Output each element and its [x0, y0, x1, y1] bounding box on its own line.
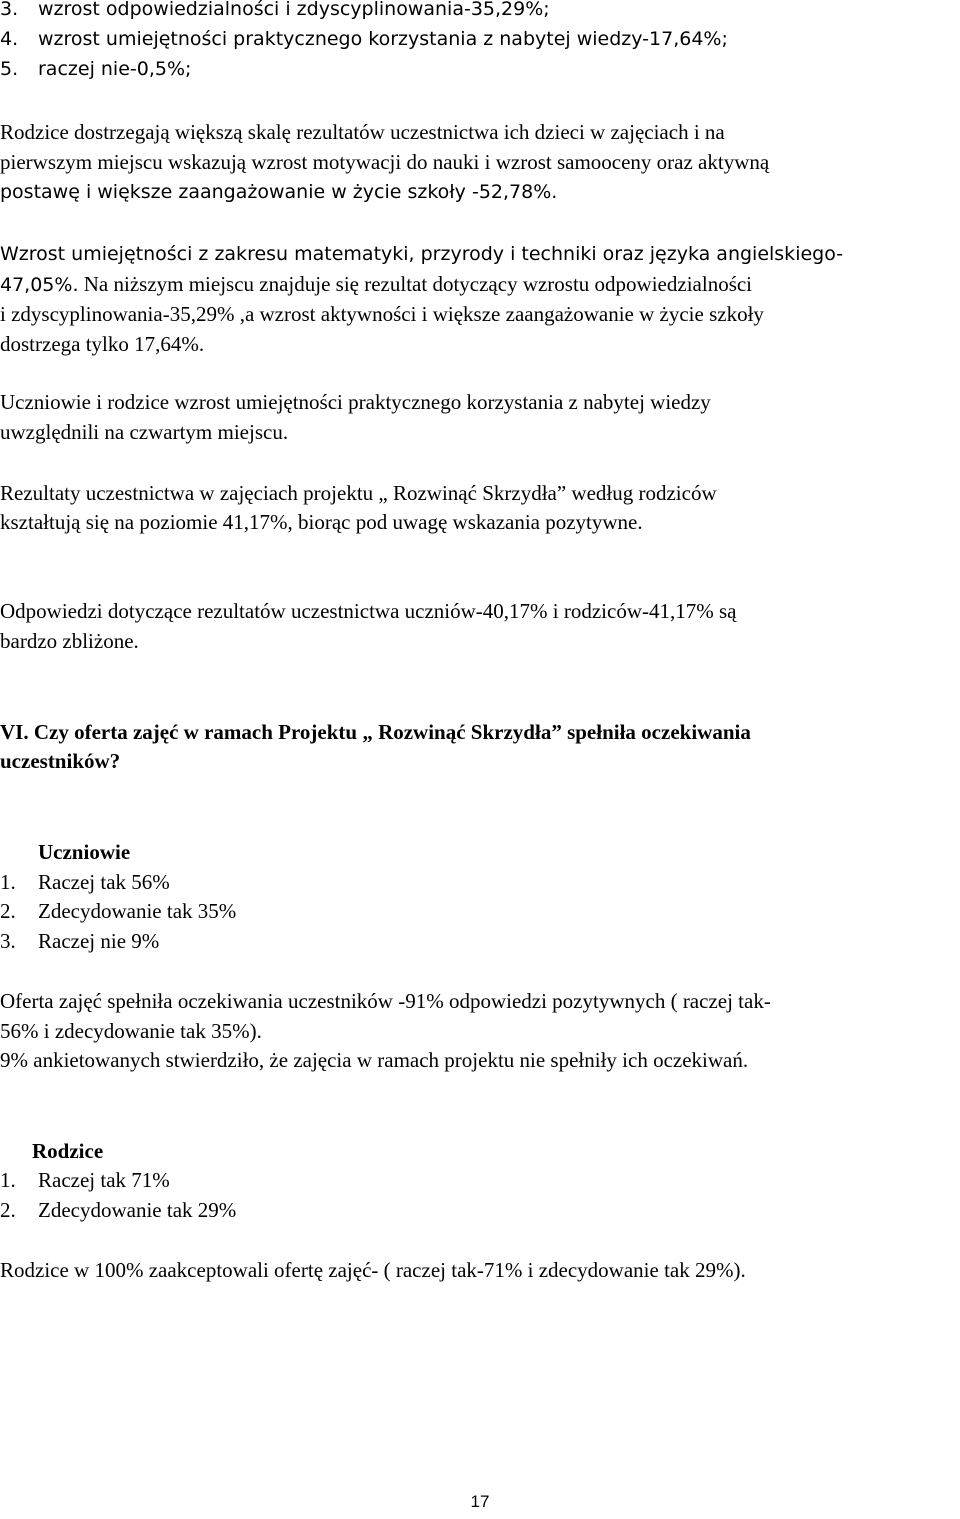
- paragraph-line: i zdyscyplinowania-35,29% ,a wzrost aktywności i większe zaangażowanie w życie szkoły: [0, 302, 764, 326]
- list-item: 5. raczej nie-0,5%;: [0, 58, 192, 80]
- list-item: 1. Raczej tak 56%: [0, 870, 170, 894]
- list-item: 3. wzrost odpowiedzialności i zdyscyplinowania-35,29%;: [0, 0, 550, 20]
- paragraph-line: Odpowiedzi dotyczące rezultatów uczestnictwa uczniów-40,17% i rodziców-41,17% są: [0, 599, 737, 623]
- list-item: 2. Zdecydowanie tak 35%: [0, 899, 237, 923]
- paragraph-line: 47,05%. Na niższym miejscu znajduje się rezultat dotyczący wzrostu odpowiedzialności: [0, 272, 753, 296]
- paragraph-line: 56% i zdecydowanie tak 35%).: [0, 1019, 262, 1043]
- list-item: 2. Zdecydowanie tak 29%: [0, 1198, 237, 1222]
- paragraph-line: postawę i większe zaangażowanie w życie szkoły -52,78%.: [0, 181, 558, 203]
- section-heading: VI. Czy oferta zajęć w ramach Projektu „ Rozwinąć Skrzydła” spełniła oczekiwania: [0, 720, 751, 744]
- paragraph-line: Rodzice dostrzegają większą skalę rezultatów uczestnictwa ich dzieci w zajęciach i na: [0, 120, 725, 144]
- list-item: 3. Raczej nie 9%: [0, 929, 160, 953]
- page-number: 17: [470, 1492, 490, 1511]
- paragraph-line: uwzględnili na czwartym miejscu.: [0, 420, 289, 444]
- paragraph-line: 9% ankietowanych stwierdziło, że zajęcia w ramach projektu nie spełniły ich oczekiwań.: [0, 1048, 749, 1072]
- students-heading: Uczniowie: [38, 840, 131, 864]
- paragraph-line: Oferta zajęć spełniła oczekiwania uczestników -91% odpowiedzi pozytywnych ( raczej tak-: [0, 989, 771, 1013]
- paragraph-line: bardzo zbliżone.: [0, 629, 139, 653]
- paragraph-line: Uczniowie i rodzice wzrost umiejętności praktycznego korzystania z nabytej wiedzy: [0, 390, 711, 414]
- paragraph-line: Wzrost umiejętności z zakresu matematyki, przyrody i techniki oraz języka angielskiego-: [0, 243, 844, 265]
- parents-heading: Rodzice: [32, 1139, 104, 1163]
- paragraph-line: Rezultaty uczestnictwa w zajęciach projektu „ Rozwinąć Skrzydła” według rodziców: [0, 481, 717, 505]
- paragraph-line: Rodzice w 100% zaakceptowali ofertę zajęć- ( raczej tak-71% i zdecydowanie tak 29%).: [0, 1258, 746, 1282]
- list-item: 4. wzrost umiejętności praktycznego korzystania z nabytej wiedzy-17,64%;: [0, 28, 728, 50]
- paragraph-line: dostrzega tylko 17,64%.: [0, 332, 205, 356]
- list-item: 1. Raczej tak 71%: [0, 1168, 170, 1192]
- paragraph-line: kształtują się na poziomie 41,17%, biorąc pod uwagę wskazania pozytywne.: [0, 510, 643, 534]
- section-heading: uczestników?: [0, 749, 121, 773]
- paragraph-line: pierwszym miejscu wskazują wzrost motywacji do nauki i wzrost samooceny oraz aktywną: [0, 150, 770, 174]
